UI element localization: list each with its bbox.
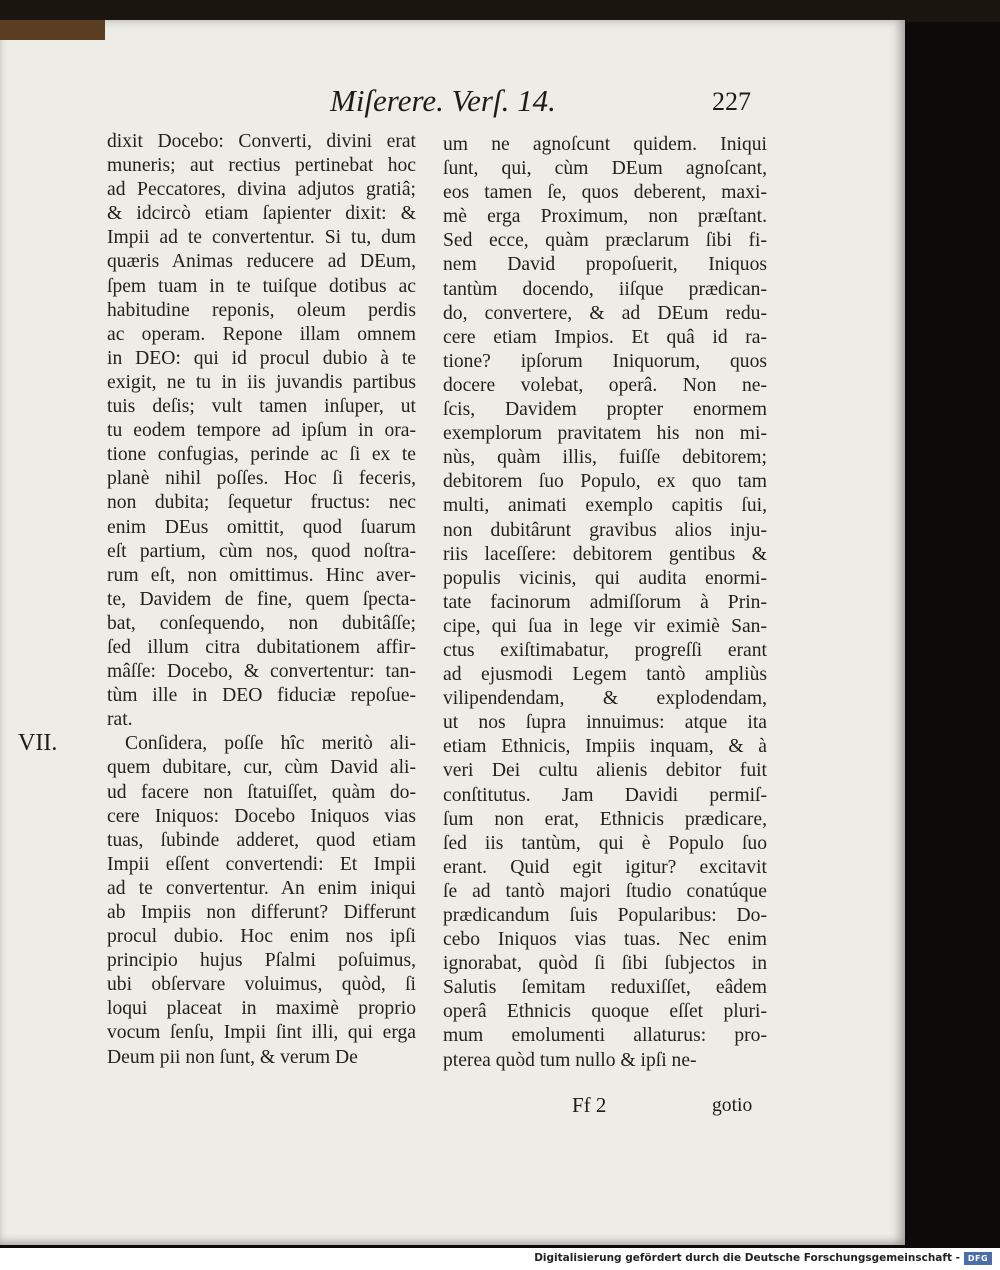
text-line: ſe ad tantò majori ſtudio conatúque [443,880,767,902]
text-line: & idcircò etiam ſapienter dixit: & [107,203,416,225]
text-line: ctus exiſtimabatur, progreſſi erant [443,639,767,661]
text-line: loqui placeat in maximè proprio [107,998,416,1020]
text-line: eos tamen ſe, quos deberent, maxi- [443,182,767,204]
text-line: erant. Quid egit igitur? excitavit [443,856,767,878]
text-line: vocum ſenſu, Impii ſint illi, qui erga [107,1022,416,1044]
text-line: nem David propoſuerit, Iniquos [443,254,767,276]
text-line: veri Dei cultu alienis debitor fuit [443,760,767,782]
credit-text: Digitalisierung gefördert durch die Deutsche Forschungsgemeinschaft - [534,1252,960,1264]
text-line: tione confugias, perinde ac ſi ex te [107,444,416,466]
credit-bar [0,1248,1000,1270]
text-line: tu eodem tempore ad ipſum in ora- [107,420,416,442]
text-line: planè nihil poſſes. Hoc ſi feceris, [107,468,416,490]
text-line: eſt partium, cùm nos, quod noſtra- [107,540,416,562]
text-line: non dubita; ſequetur fructus: nec [107,492,416,514]
text-line: quæris Animas reducere ad DEum, [107,251,416,273]
text-line: ab Impiis non differunt? Differunt [107,902,416,923]
text-line: Deum pii non ſunt, & verum De [107,1046,358,1068]
text-line: conſtitutus. Jam Davidi permiſ- [443,784,767,806]
text-line: muneris; aut rectius pertinebat hoc [107,155,416,177]
text-line: tùm ille in DEO fiduciæ repoſue- [107,685,416,707]
text-line: multi, animati exemplo capitis ſui, [443,495,767,517]
text-line: riis laceſſere: debitorem gentibus & [443,543,767,565]
text-line: principio hujus Pſalmi poſuimus, [107,950,416,972]
text-line: etiam Ethnicis, Impiis inquam, & à [443,736,767,758]
text-line: tione? ipſorum Iniquorum, quos [443,350,767,372]
text-line: docere volebat, operâ. Non ne- [443,374,767,396]
text-line: ſcis, Davidem propter enormem [443,399,767,421]
text-line: ad te convertentur. An enim iniqui [107,877,416,899]
text-line: ad ejusmodi Legem tantò ampliùs [443,664,767,686]
text-line: ad Peccatores, divina adjutos gratiâ; [107,179,416,201]
text-line: non dubitârunt gravibus alios inju- [443,519,767,541]
text-line: rum eſt, non omittimus. Hinc aver- [107,564,416,586]
text-line: Impii ad te convertentur. Si tu, dum [107,227,416,249]
text-line: mè erga Proximum, non præſtant. [443,206,767,228]
text-line: Salutis ſemitam reduxiſſet, eâdem [443,977,767,999]
text-line: Impii eſſent convertendi: Et Impii [107,853,416,875]
text-line: cere etiam Impios. Et quâ id ra- [443,326,767,348]
text-line: um ne agnoſcunt quidem. Iniqui [443,134,767,155]
text-line: exigit, ne tu in iis juvandis partibus [107,371,416,393]
text-line: ſunt, qui, cùm DEum agnoſcant, [443,158,767,180]
text-line: tuis deſis; vult tamen inſuper, ut [107,396,416,418]
page-tab [0,20,105,40]
text-line: cebo Iniquos vias tuas. Nec enim [443,929,767,951]
left-column [107,130,416,1070]
text-line: cipe, qui ſua in lege vir eximiè San- [443,615,767,637]
running-head: Miſerere. Verſ. 14. [330,83,556,118]
page-number: 227 [712,87,751,116]
text-line: ignorabat, quòd ſi ſibi ſubjectos in [443,953,767,975]
text-line: prædicandum ſuis Popularibus: Do- [443,905,767,926]
text-line: te, Davidem de fine, quem ſpecta- [107,588,416,610]
text-line: cere Iniquos: Docebo Iniquos vias [107,805,416,827]
text-line: enim DEus omittit, quod ſuarum [107,516,416,538]
text-line: pterea quòd tum nullo & ipſi ne- [443,1049,697,1071]
text-line: bat, conſequendo, non dubitâſſe; [107,612,416,634]
text-line: ſpem tuam in te tuiſque dotibus ac [107,275,416,297]
text-line: tate facinorum admiſſorum à Prin- [443,591,767,613]
text-line: mum emolumenti allaturus: pro- [443,1025,767,1047]
text-line: quem dubitare, cur, cùm David ali- [107,757,416,779]
right-column [443,133,767,1073]
text-line: in DEO: qui id procul dubio à te [107,347,416,369]
text-line: ſed iis tantùm, qui è Populo ſuo [443,832,767,854]
signature-mark: Ff 2 [572,1093,607,1117]
text-line: Sed ecce, quàm præclarum ſibi fi- [443,230,767,252]
text-line: populis vicinis, qui audita enormi- [443,567,767,589]
text-line: dixit Docebo: Converti, divini erat [107,131,416,152]
text-line: habitudine reponis, oleum perdis [107,299,416,321]
text-line: ubi obſervare voluimus, quòd, ſi [107,974,416,996]
text-line: ſum non erat, Ethnicis prædicare, [443,808,767,830]
text-line: ſed illum citra dubitationem affir- [107,636,416,658]
text-line: rat. [107,709,133,731]
text-line: tantùm docendo, iiſque prædican- [443,278,767,300]
scan-border-top [0,0,1000,22]
text-line: exemplorum pravitatem his non mi- [443,423,767,445]
text-line: mâſſe: Docebo, & convertentur: tan- [107,661,416,683]
section-number: VII. [18,730,58,756]
text-line: do, convertere, & ad DEum redu- [443,302,767,324]
text-line: ud facere non ſtatuiſſet, quàm do- [107,781,416,803]
text-line: debitorem ſuo Populo, ex quo tam [443,471,767,493]
catchword: gotio [712,1095,753,1116]
text-line: tuas, ſubinde adderet, quod etiam [107,829,416,851]
text-line: ac operam. Repone illam omnem [107,323,416,345]
text-line: operâ Ethnicis quoque eſſet pluri- [443,1001,767,1023]
text-line: ut nos ſupra innuimus: atque ita [443,712,767,734]
dfg-logo-icon: DFG [964,1252,992,1265]
text-line: procul dubio. Hoc enim nos ipſi [107,926,416,948]
text-line: nùs, quàm illis, fuiſſe debitorem; [443,447,767,469]
text-line: vilipendendam, & explodendam, [443,688,767,710]
text-line: Conſidera, poſſe hîc meritò ali- [125,733,416,755]
